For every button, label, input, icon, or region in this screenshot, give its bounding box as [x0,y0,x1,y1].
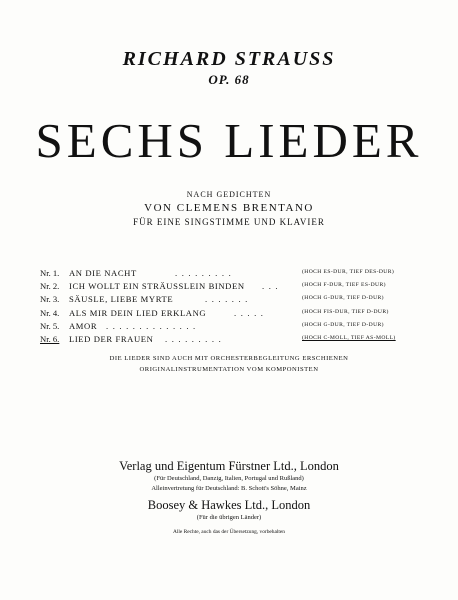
song-leader-dots: . . . . . . . . . [175,268,232,278]
publisher-line-2: (Für Deutschland, Danzig, Italien, Portugal und Rußland) [154,475,304,482]
publisher-line-1: Verlag und Eigentum Fürstner Ltd., London [119,459,339,473]
song-leader-dots: . . . . . [234,307,265,318]
rights-notice: Alle Rechte, auch das der Übersetzung, vorbehalten [173,529,285,535]
song-item [40,334,420,347]
page-title: SECHS LIEDER [35,113,423,168]
publisher-line-4: Boosey & Hawkes Ltd., London [147,498,311,512]
song-title: AN DIE NACHT [69,268,137,278]
song-title: SÄUSLE, LIEBE MYRTE [69,294,174,305]
song-title: AMOR [69,320,98,331]
song-key: (HOCH F-DUR, TIEF ES-DUR) [302,282,386,289]
song-key: (HOCH G-DUR, TIEF D-DUR) [302,321,384,328]
song-key: (HOCH FIS-DUR, TIEF D-DUR) [302,308,389,315]
song-leader-dots: . . . . . . . . . . . . . . [106,320,197,331]
song-key: (HOCH G-DUR, TIEF D-DUR) [302,295,384,302]
subtitle-line-3: FÜR EINE SINGSTIMME UND KLAVIER [133,217,325,227]
song-item [40,268,420,281]
song-item [40,281,420,294]
song-key: (HOCH C-MOLL, TIEF AS-MOLL) [302,334,396,341]
song-leader-dots: . . . [262,281,279,292]
song-number: Nr. 4. [40,307,60,318]
song-key: (HOCH ES-DUR, TIEF DES-DUR) [302,269,395,275]
subtitle-line-1: NACH GEDICHTEN [186,190,272,199]
song-leader-dots: . . . . . . . [205,294,249,305]
composer-name: RICHARD STRAUSS [122,48,336,70]
publisher-line-3: Alleinvertretung für Deutschland: B. Schott's Söhne, Mainz [151,485,307,492]
orchestration-note-line-1: DIE LIEDER SIND AUCH MIT ORCHESTERBEGLEITUNG ERSCHIENEN [109,355,349,362]
song-item [40,321,420,334]
subtitle-line-2: VON CLEMENS BRENTANO [144,202,314,214]
song-item [40,308,420,321]
song-item [40,294,420,307]
song-title: ALS MIR DEIN LIED ERKLANG [69,307,207,318]
song-title: LIED DER FRAUEN [69,333,154,344]
song-number: Nr. 5. [40,320,60,331]
opus-number: OP. 68 [208,72,250,87]
song-number: Nr. 6. [40,333,60,344]
song-number: Nr. 3. [40,294,60,305]
song-leader-dots: . . . . . . . . . [165,333,222,344]
song-number: Nr. 1. [40,268,60,278]
orchestration-note-line-2: ORIGINALINSTRUMENTATION VOM KOMPONISTEN [139,366,319,373]
song-list [40,268,420,347]
song-number: Nr. 2. [40,281,60,292]
song-title: ICH WOLLT EIN STRÄUSSLEIN BINDEN [69,281,245,292]
publisher-line-5: (Für die übrigen Länder) [196,514,262,521]
